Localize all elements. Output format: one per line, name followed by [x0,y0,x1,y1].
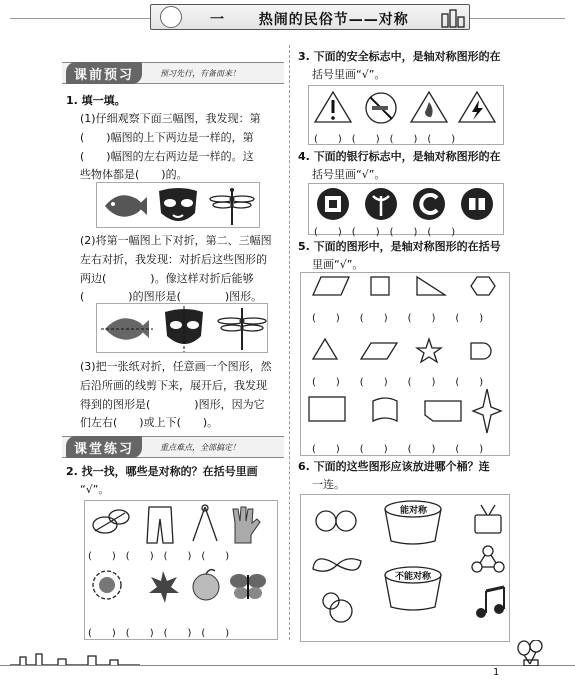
folded-mask-icon [165,306,203,352]
bucket-asymmetric-label: 不能对称 [395,572,432,582]
q3-answer-row[interactable]: ( ) ( ) ( ) ( ) [314,134,456,145]
q1-p3-line: 后沿所画的线剪下来，展开后，我发现 [80,378,267,392]
header-right-rule [470,18,565,19]
q5-title [298,240,501,272]
folded-fish-icon [101,318,153,339]
q4-title-text: 4. 下面的银行标志中，是轴对称图形的在 [298,150,501,163]
double-circle-icon [316,511,356,531]
q1-image-strip-1 [96,182,260,228]
construction-bank-logo-icon [413,188,445,220]
q2-title [66,465,258,497]
footer-rule [0,665,575,666]
molecule-icon [472,546,504,572]
page-title [210,9,409,29]
q6-title-text: 6. 下面的这些图形应该放进哪个桶？连 [298,460,490,473]
q6-title-line [298,460,490,474]
flag-rectangle-icon [425,401,461,421]
q4-title [298,150,501,182]
q2-title-line [66,465,258,479]
trousers-icon [147,507,173,543]
balloons-icon [510,640,552,666]
hexagon-icon [471,277,495,295]
folded-dragonfly-icon [218,308,266,350]
triangle-icon [313,339,337,359]
q3-title-line: 括号里画“√”。 [312,67,386,81]
q1-part3 [80,360,272,430]
q1-p1-line: ( )幅图的上下两边是一样的，第 [80,130,254,144]
q2-image-grid [84,500,278,640]
q1-p2-line: (2)将第一幅图上下对折，第二、三幅图 [80,234,272,247]
sunflower-icon [93,571,121,599]
q1-p3-line: (3)把一张纸对折，任意画一个图形，然 [80,360,272,373]
q1-p1-line: 些物体都是( )的。 [80,168,188,182]
right-triangle-icon [417,277,445,295]
parallelogram-icon [361,343,397,359]
q1-p1-line: (1)仔细观察下面三幅图，我发现：第 [80,112,261,125]
q1-p2-line: ( )的图形是( )图形。 [80,290,263,304]
q1-p2-line: 两边( )。像这样对折后能够 [80,271,254,285]
q1-part1 [80,112,261,182]
q1-title: 1. 填一填。 [66,94,126,107]
section-motto-practice: 重点难点，全部搞定！ [160,443,240,452]
bow-icon [313,559,361,572]
section-tag-practice: 课堂练习 [66,436,142,458]
leaves-icon [93,510,129,533]
q3-title [298,50,501,82]
glove-icon [233,507,260,543]
q6-title [298,460,490,492]
trapezoid-icon [313,277,349,295]
page-number: 1 [493,667,500,678]
dragonfly-icon [210,188,254,225]
maple-leaf-icon [149,571,179,603]
peach-icon [193,570,219,600]
bank-of-china-logo-icon [461,188,493,220]
q1-part2 [80,234,272,304]
header-left-rule [10,18,150,19]
fish-paper-cut-icon [105,195,147,216]
overlapping-circles-icon [323,593,352,622]
fire-warning-icon [411,92,447,122]
q5-title-text: 5. 下面的图形中，是轴对称图形的在括号 [298,240,501,253]
no-smoking-icon [366,93,396,123]
q5-shape-box [300,272,510,456]
building-icon [440,8,466,28]
unit-number: 一 [210,12,225,28]
tv-icon [475,505,501,533]
column-divider [289,45,290,640]
star-icon [417,339,441,362]
q2-title-text: 2. 找一找，哪些是对称的？在括号里画 [66,465,258,478]
icbc-logo-icon [317,188,349,220]
sun-icon [160,6,182,28]
four-point-star-icon [473,389,501,433]
q5-answer-row-1[interactable]: ( ) ( ) ( ) ( ) [312,313,484,324]
q2-answer-row-2[interactable]: ( ) ( ) ( ) ( ) [88,628,230,639]
q5-title-line: 里画“√”。 [312,257,364,271]
electric-warning-icon [459,92,495,122]
q6-matching-box [300,494,510,642]
wavy-flag-icon [373,398,397,421]
q4-title-line [298,150,501,164]
opera-mask-icon [159,188,197,221]
q5-answer-row-3[interactable]: ( ) ( ) ( ) ( ) [312,444,484,455]
q2-title-line: “√”。 [80,482,110,496]
section-tag-preview: 课前预习 [66,62,142,84]
q3-title-text: 3. 下面的安全标志中，是轴对称图形的在 [298,50,501,63]
q4-answer-row[interactable]: ( ) ( ) ( ) ( ) [314,227,456,238]
q5-answer-row-2[interactable]: ( ) ( ) ( ) ( ) [312,377,484,388]
square-icon [371,277,389,295]
q6-title-line: 一连。 [312,477,345,491]
q1-p3-line: 得到的图形是( )图形，因为它 [80,397,265,411]
q1-p2-line: 左右对折，我发现：对折后这些图形的 [80,252,267,266]
q1-p3-line: 们左右( )或上下( )。 [80,416,219,430]
rectangle-icon [309,397,345,421]
q3-title-line [298,50,501,64]
butterfly-icon [230,574,266,599]
arch-shape-icon [471,343,491,359]
compass-icon [193,505,217,541]
agricultural-bank-logo-icon [365,188,397,220]
q4-title-line: 括号里画“√”。 [312,167,386,181]
q2-answer-row-1[interactable]: ( ) ( ) ( ) ( ) [88,551,230,562]
q1-image-strip-2 [96,303,268,353]
q5-title-line [298,240,501,254]
footer-skyline-icon [10,652,140,666]
unit-title: 热闹的民俗节——对称 [258,12,409,28]
section-motto-preview: 预习先行，有备而来！ [160,69,240,78]
music-note-icon [476,587,504,618]
warning-triangle-icon [315,92,351,122]
bucket-symmetric-label: 能对称 [400,506,428,516]
q1-p1-line: ( )幅图的左右两边是一样的。这 [80,149,254,163]
